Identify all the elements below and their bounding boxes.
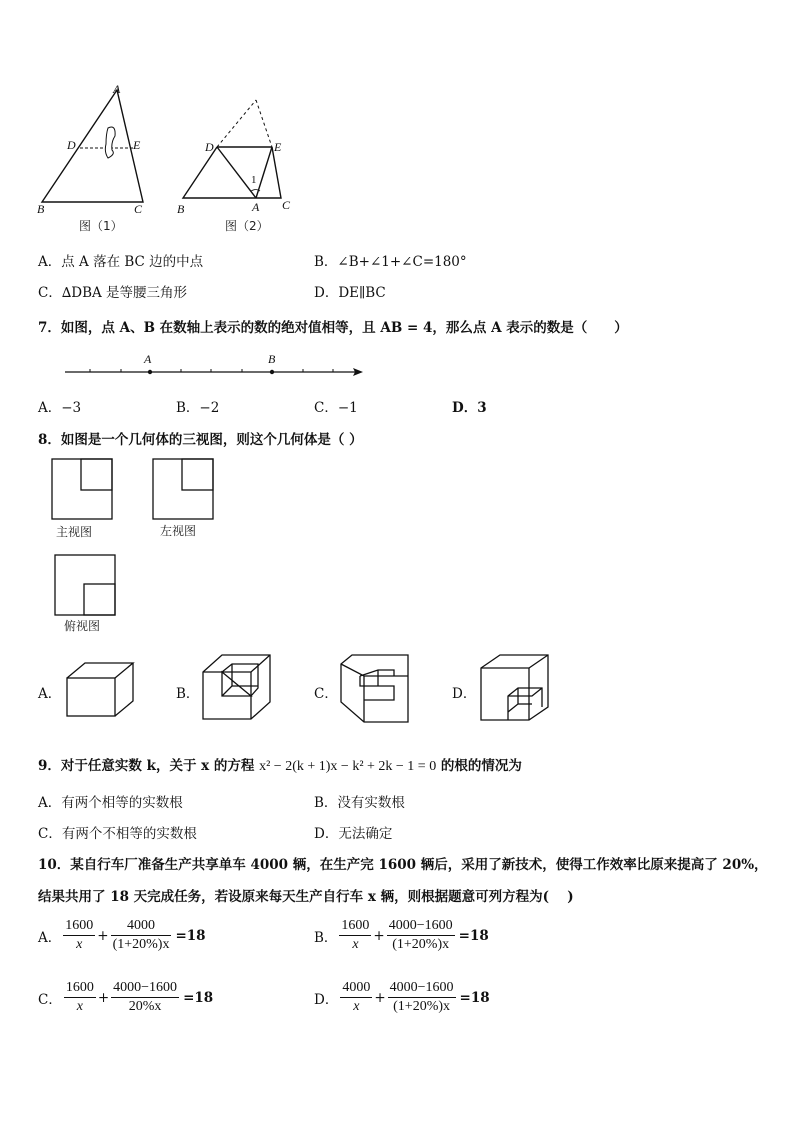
fig2-label-b: B	[177, 202, 185, 216]
solid-b-icon	[200, 652, 274, 722]
q9-equation: x² − 2(k + 1)x − k² + 2k − 1 = 0	[259, 759, 437, 774]
front-view-drawing	[51, 458, 113, 520]
q10-option-d[interactable]: D． $\frac{4000}{x}$ + $\frac{4000-1600}{(1+20\%)x}$ =18	[314, 980, 490, 1014]
fig1-label-e: E	[133, 138, 141, 152]
fig1-label-b: B	[37, 202, 45, 216]
q10-option-b[interactable]: B． $\frac{1600}{x}$ + $\frac{4000-1600}{(1+20\%)x}$ =18	[314, 918, 489, 952]
q8-option-a[interactable]: A．	[38, 686, 62, 702]
q7-option-a[interactable]: A．−3	[38, 400, 82, 416]
fraction: $\frac{4000-1600}{(1+20\%)x}$	[388, 918, 453, 952]
q9-stem	[38, 754, 522, 775]
q9-stem-prefix: 9．对于任意实数 k，关于 x 的方程	[38, 758, 255, 774]
fig2-label-e: E	[274, 140, 282, 154]
q7-stem: 7．如图，点 A、B 在数轴上表示的数的绝对值相等，且 AB = 4，那么点 A 表示的数是（ ）	[38, 320, 628, 336]
solid-c-icon	[338, 652, 412, 726]
q10-option-a[interactable]: A． $\frac{1600}{x}$ + $\frac{4000}{(1+20\%)x}$ =18	[38, 918, 206, 952]
fig1-label-c: C	[134, 202, 143, 216]
q9-option-a[interactable]: A．有两个相等的实数根	[38, 795, 183, 811]
fig1-caption: 图（1）	[79, 219, 123, 233]
q10-stem-line2: 结果共用了 18 天完成任务，若设原来每天生产自行车 x 辆，则根据题意可列方程为( )	[38, 889, 574, 905]
left-view-caption: 左视图	[160, 524, 197, 538]
fig2-label-c: C	[282, 198, 291, 212]
q7-option-d[interactable]: D．3	[452, 400, 487, 416]
fraction: $\frac{4000-1600}{(1+20\%)x}$	[389, 980, 454, 1014]
fig1-label-d: D	[67, 138, 76, 152]
numline-label-a: A	[144, 352, 152, 366]
q10-stem-line1: 10．某自行车厂准备生产共享单车 4000 辆，在生产完 1600 辆后，采用了新技术，使得工作效率比原来提高了 20%，	[38, 857, 768, 873]
q8-option-d[interactable]: D．	[452, 686, 477, 702]
triangle-figure-1	[30, 80, 160, 220]
fig2-label-d: D	[205, 140, 214, 154]
fraction: $\frac{4000}{x}$	[342, 980, 371, 1014]
q9-option-d[interactable]: D．无法确定	[314, 826, 393, 842]
fraction: $\frac{4000-1600}{20\%x}$	[113, 980, 178, 1014]
solid-a-icon	[64, 660, 136, 720]
q7-option-b[interactable]: B．−2	[176, 400, 220, 416]
q10-option-c[interactable]: C． $\frac{1600}{x}$ + $\frac{4000-1600}{20\%x}$ =18	[38, 980, 214, 1014]
q9-stem-suffix: 的根的情况为	[440, 758, 522, 774]
q9-option-b[interactable]: B．没有实数根	[314, 795, 405, 811]
q6-option-a[interactable]: A．点 A 落在 BC 边的中点	[38, 254, 204, 270]
triangle-figure-2	[175, 95, 295, 215]
top-view-caption: 俯视图	[64, 619, 101, 633]
q7-option-c[interactable]: C．−1	[314, 400, 358, 416]
fig2-label-a: A	[252, 200, 260, 214]
q8-option-b[interactable]: B．	[176, 686, 200, 702]
q6-option-c[interactable]: C．∆DBA 是等腰三角形	[38, 285, 188, 301]
fraction: $\frac{4000}{(1+20\%)x}$	[112, 918, 170, 952]
q8-option-c[interactable]: C．	[314, 686, 338, 702]
fig1-label-a: A	[113, 82, 121, 96]
q6-option-b[interactable]: B．∠B+∠1+∠C=180°	[314, 254, 467, 270]
q9-option-c[interactable]: C．有两个不相等的实数根	[38, 826, 197, 842]
fraction: $\frac{1600}{x}$	[65, 980, 94, 1014]
fraction: $\frac{1600}{x}$	[341, 918, 370, 952]
number-line	[60, 360, 370, 384]
fig2-angle-label: 1	[251, 174, 257, 186]
q6-option-d[interactable]: D．DE∥BC	[314, 285, 386, 301]
fig2-caption: 图（2）	[225, 219, 269, 233]
left-view-drawing	[152, 458, 214, 520]
solid-d-icon	[478, 652, 552, 724]
numline-label-b: B	[268, 352, 276, 366]
q8-stem: 8．如图是一个几何体的三视图，则这个几何体是（ ）	[38, 432, 363, 448]
top-view-drawing	[54, 554, 116, 616]
fraction: $\frac{1600}{x}$	[65, 918, 94, 952]
front-view-caption: 主视图	[56, 525, 93, 539]
